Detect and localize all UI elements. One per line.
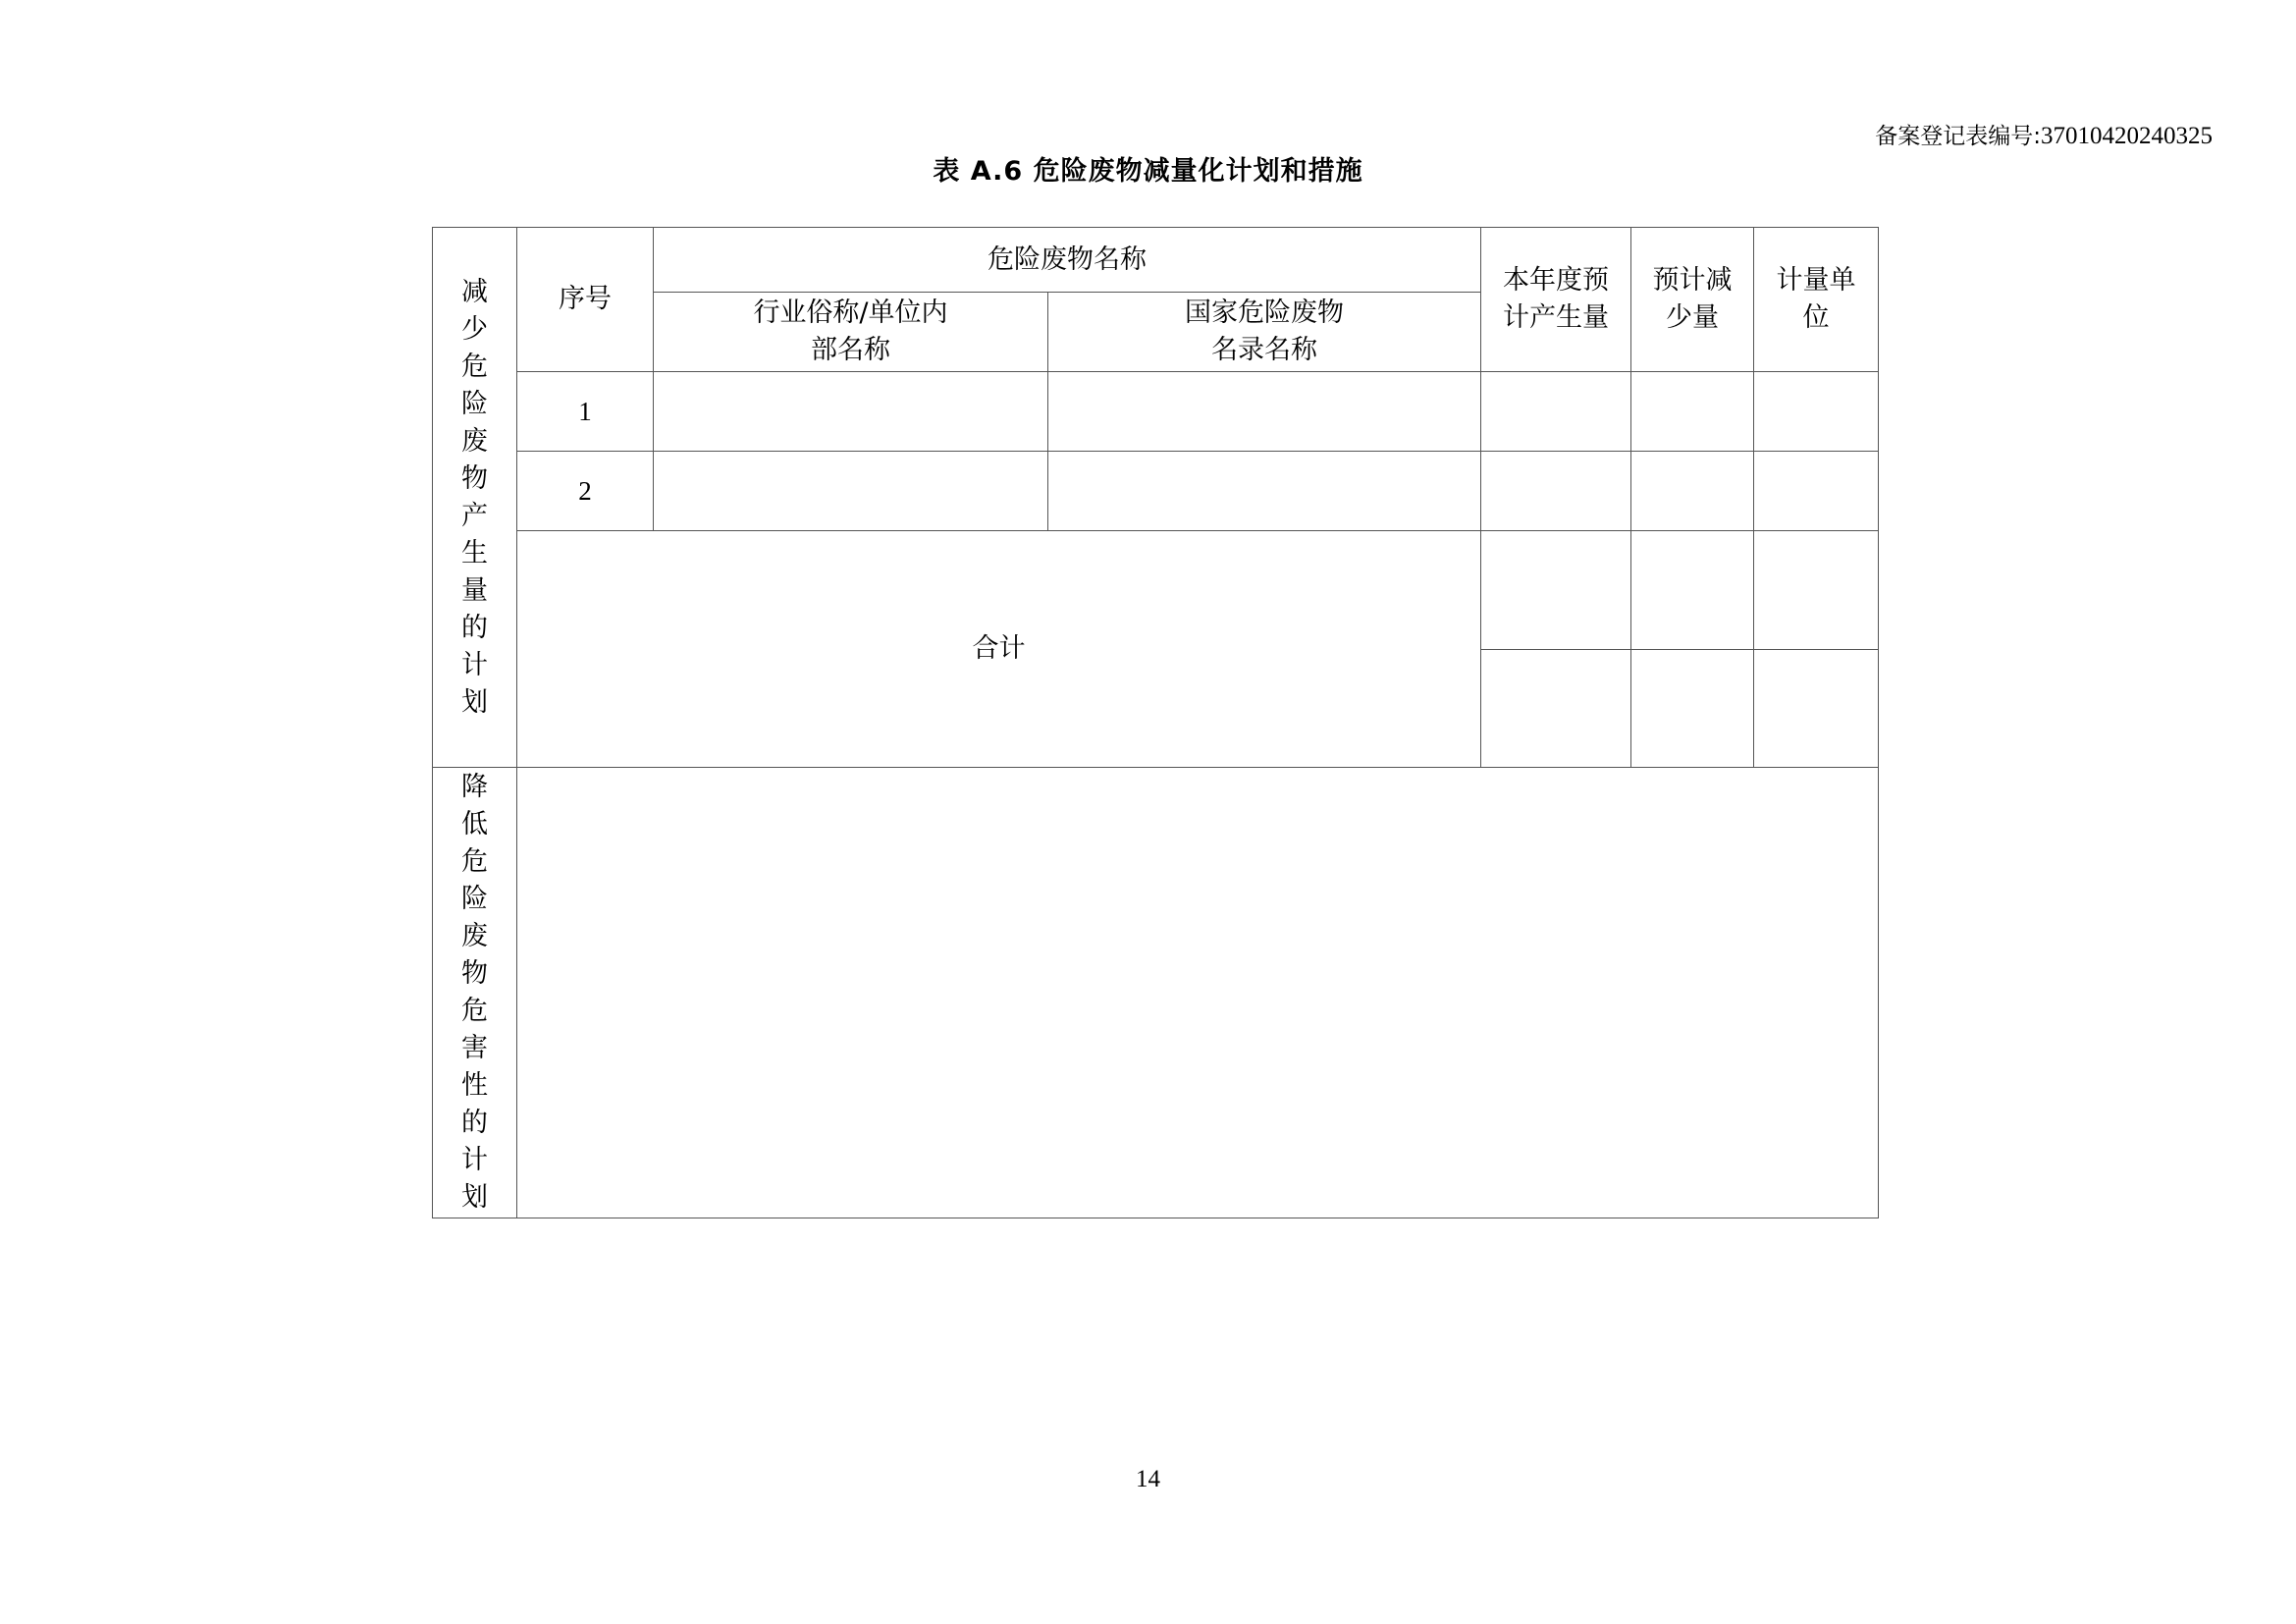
row-expected-reduction-cell[interactable] (1631, 452, 1754, 531)
header-unit-text: 计量单位 (1776, 265, 1856, 333)
header-national-name-text: 国家危险废物名录名称 (1185, 298, 1344, 365)
header-seq: 序号 (517, 228, 654, 372)
row-unit-cell[interactable] (1754, 372, 1879, 452)
row-annual-output-cell[interactable] (1481, 372, 1631, 452)
header-annual-output (1481, 228, 1631, 372)
total-expected-reduction-cell-1[interactable] (1631, 531, 1754, 650)
page-title: 表 A.6 危险废物减量化计划和措施 (933, 156, 1363, 187)
section-reduce-output-label: 减少危险废物产生量的计划 (433, 228, 517, 768)
table-row (433, 452, 1879, 531)
row-seq: 2 (517, 452, 654, 531)
row-annual-output-cell[interactable] (1481, 452, 1631, 531)
hazard-reduction-plan-area[interactable] (517, 768, 1879, 1218)
registration-label: 备案登记表编号: (1875, 124, 2041, 149)
total-unit-cell-2[interactable] (1754, 650, 1879, 768)
header-waste-name: 危险废物名称 (654, 228, 1481, 293)
total-annual-output-cell-1[interactable] (1481, 531, 1631, 650)
header-unit (1754, 228, 1879, 372)
total-annual-output-cell-2[interactable] (1481, 650, 1631, 768)
header-industry-name-text: 行业俗称/单位内部名称 (753, 298, 948, 365)
total-label: 合计 (517, 531, 1481, 768)
registration-number-line (1875, 118, 2213, 150)
row-national-name-cell[interactable] (1048, 452, 1481, 531)
section-reduce-hazard-label: 降低危险废物危害性的计划 (433, 768, 517, 1218)
header-expected-reduction (1631, 228, 1754, 372)
page-number: 14 (1136, 1466, 1160, 1492)
table-row (433, 372, 1879, 452)
row-industry-name-cell[interactable] (654, 452, 1048, 531)
row-unit-cell[interactable] (1754, 452, 1879, 531)
row-expected-reduction-cell[interactable] (1631, 372, 1754, 452)
header-national-name (1048, 293, 1481, 372)
header-annual-output-text: 本年度预计产生量 (1503, 265, 1609, 333)
row-industry-name-cell[interactable] (654, 372, 1048, 452)
waste-reduction-table (432, 227, 1879, 1218)
header-expected-reduction-text: 预计减少量 (1652, 265, 1733, 333)
row-seq: 1 (517, 372, 654, 452)
total-expected-reduction-cell-2[interactable] (1631, 650, 1754, 768)
registration-number: 37010420240325 (2041, 123, 2213, 149)
row-national-name-cell[interactable] (1048, 372, 1481, 452)
header-industry-name (654, 293, 1048, 372)
total-unit-cell-1[interactable] (1754, 531, 1879, 650)
